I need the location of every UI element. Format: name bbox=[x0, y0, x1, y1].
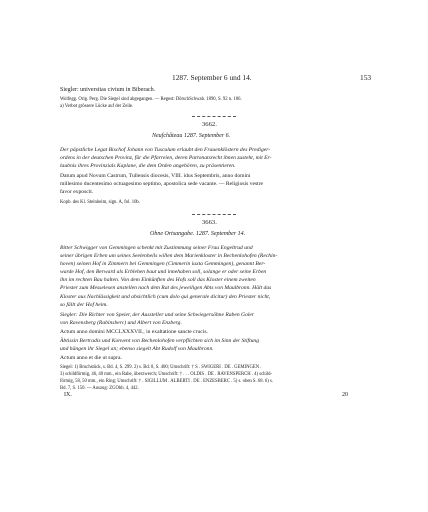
regest-line: ordens in der deutschen Provinz, für die Pfarreien, deren Patronatsrecht ihnen zusteht, mit Er- bbox=[60, 155, 272, 162]
regest-line: Bitter Schwigger von Gemmingen schenkt mit Zustimmung seiner Frau Engeltrud und bbox=[60, 245, 253, 251]
seals-line: Siegel: 1) Bruchstück, s. Bd. 4, S. 299. 2) s. Bd. 8, S. 400; Umschrift: † S . SWIGERI . DE . GEMINGEN . bbox=[60, 365, 262, 370]
regest-3662 bbox=[60, 146, 378, 170]
regest-line: Der päpstliche Legat Bischof Johann von Tusculum erlaubt den Frauenklöstern des Prediger- bbox=[60, 147, 271, 153]
siegler-line: Siegler: Die Richter von Speier, der Aussteller und seine Schwiegersöhne Raben Goler bbox=[60, 312, 255, 318]
regest-line: Kloster aus Nachlässigkeit und absichtlich (cum dolo qui generale dicitur) den Priester nicht, bbox=[60, 293, 271, 300]
regest-line: warde Hof, den Berward als Erblehen baut und innehaben soll, solange er oder seine Erben bbox=[60, 269, 267, 276]
previous-archive-note: Wolfegg. Orig. Perg. Die Siegel sind abgegangen. — Regest: DötschSchwab. 1890, S. 92 n. 106. bbox=[60, 97, 242, 102]
regest-3663 bbox=[60, 244, 378, 309]
regest-line: hoven) seinen Hof in Zimmern bei Gemmingen (Cimmerin iuxta Gemmingen), genannt Ber- bbox=[60, 261, 266, 268]
seals-line: förmig, 58, 50 mm., ein Ring; Umschrift: † . SIGILLUM . ALBERTI . DE . ENZESBERC . 5) s. oben S. 68. 6) s. bbox=[60, 379, 273, 384]
abbess-line: Äbtissin Bertradis und Konvent von Bechenlohofen verpflichten sich im Sinn der Stiftung bbox=[60, 338, 260, 344]
siegler-3663 bbox=[60, 311, 378, 327]
abbess-clause-3663 bbox=[60, 337, 378, 353]
seals-line: 3) schildförmig, 46, 40 mm., ein Rabe, überzwerch; Umschrift: † . . . OLDIS . DE . RAVENSPERCH . 4) schild- bbox=[60, 372, 272, 377]
regest-line: seiner übrigen Erben um seines Seelenheils willen dem Marienkloster in Bechenlohofen (Rechin- bbox=[60, 253, 278, 260]
seals-3663 bbox=[60, 364, 378, 392]
seals-line: Bd. 7, S. 150. — Auszug: ZGObh. 4, 442. bbox=[60, 386, 139, 391]
previous-footnote: a) Verbot grössere Lücke auf der Zeile. bbox=[60, 104, 134, 109]
regest-line: laubnis ihres Provinzials Kaplane, die dem Orden angehören, zu präsentieren. bbox=[60, 163, 236, 170]
running-header: 1287. September 6 und 14. bbox=[172, 73, 252, 82]
document-number-3663: 3663. bbox=[202, 219, 217, 226]
separator-rule bbox=[192, 214, 236, 215]
datum-line: Datum apud Novum Castrum, Tullensis diocesis, VIII. idus Septembris, anno domini bbox=[60, 173, 251, 179]
archive-note-3662: Kopb. des Kl. Steinheim, sign. A, fol. 10b. bbox=[60, 200, 140, 205]
document-number-3662: 3662. bbox=[202, 121, 217, 128]
regest-line: Priester zum Messelesen anstellen nach dem Rat des jeweiligen Abts von Maulbronn. Hält das bbox=[60, 285, 272, 292]
datum-3662 bbox=[60, 172, 378, 196]
signature-mark: IX. bbox=[64, 392, 72, 398]
regest-line: so fällt der Hof heim. bbox=[60, 301, 108, 308]
document-title-3663: Ohne Ortsangabe. 1287. September 14. bbox=[150, 231, 246, 237]
abbess-line: und hängen ihr Siegel an; ebenso siegelt Abt Rudolf von Maulbronn. bbox=[60, 346, 214, 353]
datum-line: favor exposcit. bbox=[60, 189, 94, 196]
previous-siegler: Siegler: universitas civium in Biberach. bbox=[60, 87, 156, 93]
actum-3663: Actum anno domini MCCLXXXVII., in exaltatione sancte crucis. bbox=[60, 329, 208, 335]
page-number: 153 bbox=[360, 73, 372, 82]
separator-rule bbox=[192, 116, 236, 117]
actum-repeat-3663: Actum anno et die ut supra. bbox=[60, 355, 122, 361]
document-title-3662: Neufchâteau 1287. September 6. bbox=[152, 133, 231, 139]
siegler-line: von Ravensberg (Rabinsberc) und Albert von Enzberg. bbox=[60, 320, 182, 327]
sheet-number: 20 bbox=[342, 392, 348, 398]
regest-line: ihn im rechten Bau halten. Von dem Einkünften des Hofs soll das Kloster einem zweiten bbox=[60, 277, 256, 284]
datum-line: millesimo ducentesimo octuagesimo septimo, apostolica sede vacante. — Religiosis vestre bbox=[60, 181, 264, 188]
